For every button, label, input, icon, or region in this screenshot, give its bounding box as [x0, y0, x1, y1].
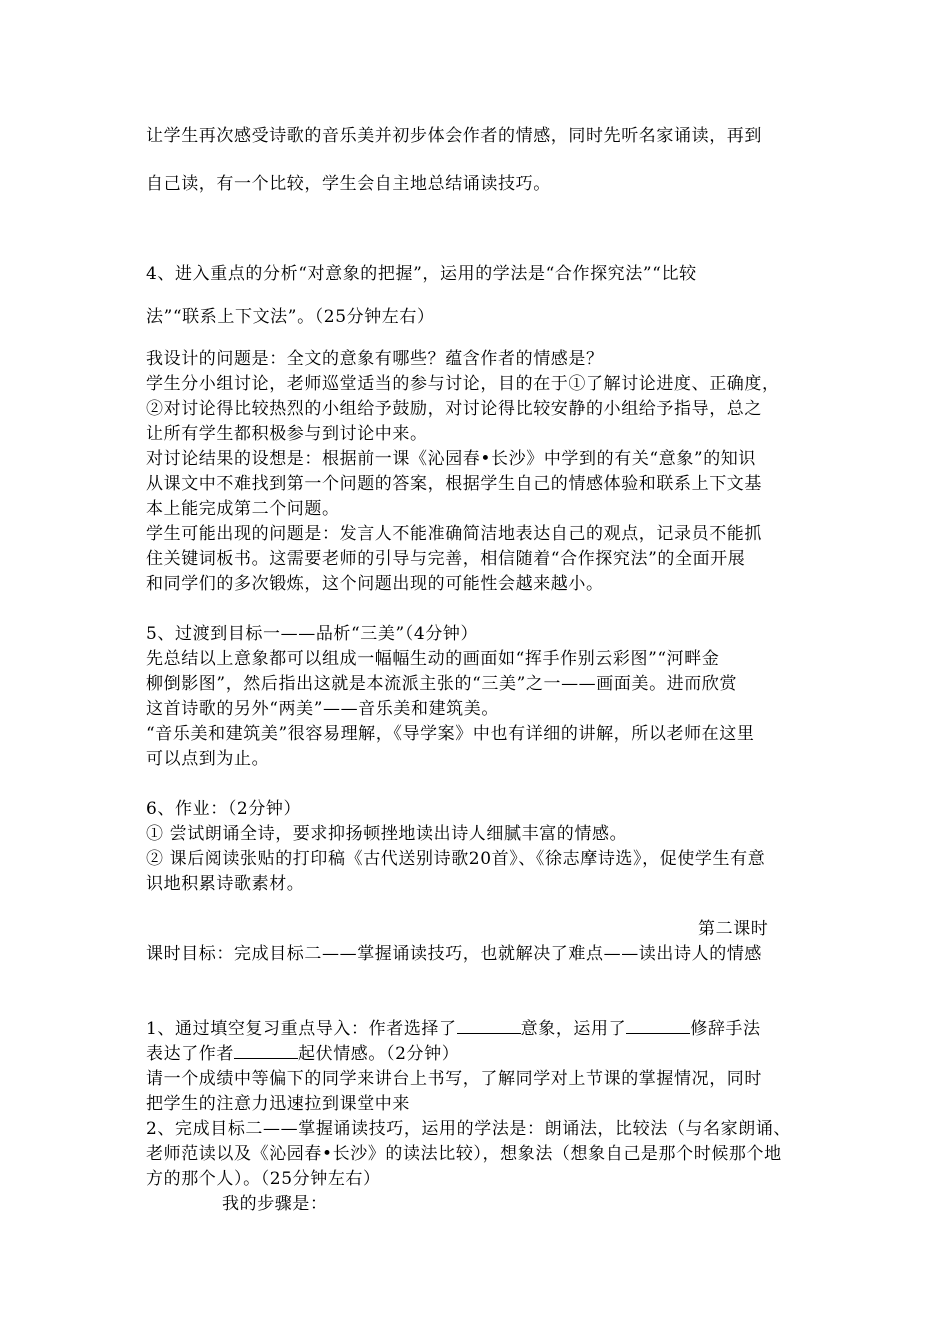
text-line: 老师范读以及《沁园春•长沙》的读法比较），想象法（想象自己是那个时候那个地 — [146, 1144, 782, 1164]
text-line: ① 尝试朗诵全诗，要求抑扬顿挫地读出诗人细腻丰富的情感。 — [146, 824, 628, 844]
text-line: ②对讨论得比较热烈的小组给予鼓励，对讨论得比较安静的小组给予指导，总之 — [146, 399, 762, 419]
text-line: ② 课后阅读张贴的打印稿《古代送别诗歌20首》、《徐志摩诗选》，促使学生有意 — [146, 849, 766, 869]
text-line: 学生分小组讨论，老师巡堂适当的参与讨论，目的在于①了解讨论进度、正确度， — [146, 374, 780, 394]
text-line: 住关键词板书。这需要老师的引导与完善，相信随着“合作探究法”的全面开展 — [146, 549, 746, 569]
text-line: 自己读，有一个比较，学生会自主地总结诵读技巧。 — [146, 174, 551, 194]
text-line: 把学生的注意力迅速拉到课堂中来 — [146, 1094, 410, 1114]
fill-in-line — [146, 1042, 459, 1066]
text-line: 识地积累诗歌素材。 — [146, 874, 305, 894]
text-line: 我设计的问题是：全文的意象有哪些？蕴含作者的情感是？ — [146, 349, 604, 369]
blank-line — [457, 1019, 521, 1034]
text-segment: 表达了作者 — [146, 1044, 234, 1064]
text-line: 可以点到为止。 — [146, 749, 270, 769]
text-line: 法”“联系上下文法”。（25分钟左右） — [146, 307, 435, 327]
text-segment: 起伏情感。（2分钟） — [298, 1044, 460, 1064]
section-4-heading: 4、进入重点的分析“对意象的把握”，运用的学法是“合作探究法”“比较 — [146, 264, 697, 284]
text-line: 本上能完成第二个问题。 — [146, 499, 340, 519]
text-line: 柳倒影图”，然后指出这就是本流派主张的“三美”之一——画面美。进而欣赏 — [146, 674, 738, 694]
blank-line — [234, 1044, 298, 1059]
text-segment: 意象，运用了 — [520, 1019, 627, 1039]
blank-line — [626, 1019, 690, 1034]
text-line: 学生可能出现的问题是：发言人不能准确简洁地表达自己的观点，记录员不能抓 — [146, 524, 762, 544]
text-line: 从课文中不难找到第一个问题的答案，根据学生自己的情感体验和联系上下文基 — [146, 474, 762, 494]
lesson-heading: 第二课时 — [698, 919, 769, 939]
text-line: 请一个成绩中等偏下的同学来讲台上书写，了解同学对上节课的掌握情况，同时 — [146, 1069, 762, 1089]
text-line: 对讨论结果的设想是：根据前一课《沁园春•长沙》中学到的有关“意象”的知识 — [146, 449, 757, 469]
text-line: 让所有学生都积极参与到讨论中来。 — [146, 424, 428, 444]
text-line: 先总结以上意象都可以组成一幅幅生动的画面如“挥手作别云彩图”“河畔金 — [146, 649, 720, 669]
text-line: 和同学们的多次锻炼，这个问题出现的可能性会越来越小。 — [146, 574, 604, 594]
text-line: 2、完成目标二——掌握诵读技巧，运用的学法是：朗诵法，比较法（与名家朗诵、 — [146, 1119, 792, 1139]
section-5-heading: 5、过渡到目标一——品析“三美”（4分钟） — [146, 624, 479, 644]
text-segment: 修辞手法 — [690, 1019, 761, 1039]
text-line: 方的那个人）。（25分钟左右） — [146, 1169, 381, 1189]
lesson-goal: 课时目标：完成目标二——掌握诵读技巧，也就解决了难点——读出诗人的情感 — [146, 944, 762, 964]
text-line: 让学生再次感受诗歌的音乐美并初步体会作者的情感，同时先听名家诵读，再到 — [146, 126, 762, 146]
fill-in-line — [146, 1017, 761, 1041]
text-line: 我的步骤是： — [222, 1194, 328, 1214]
section-6-heading: 6、作业：（2分钟） — [146, 799, 302, 819]
text-line: 这首诗歌的另外“两美”——音乐美和建筑美。 — [146, 699, 499, 719]
text-segment: 1、通过填空复习重点导入：作者选择了 — [146, 1019, 457, 1039]
text-line: “音乐美和建筑美”很容易理解，《导学案》中也有详细的讲解，所以老师在这里 — [146, 724, 755, 744]
